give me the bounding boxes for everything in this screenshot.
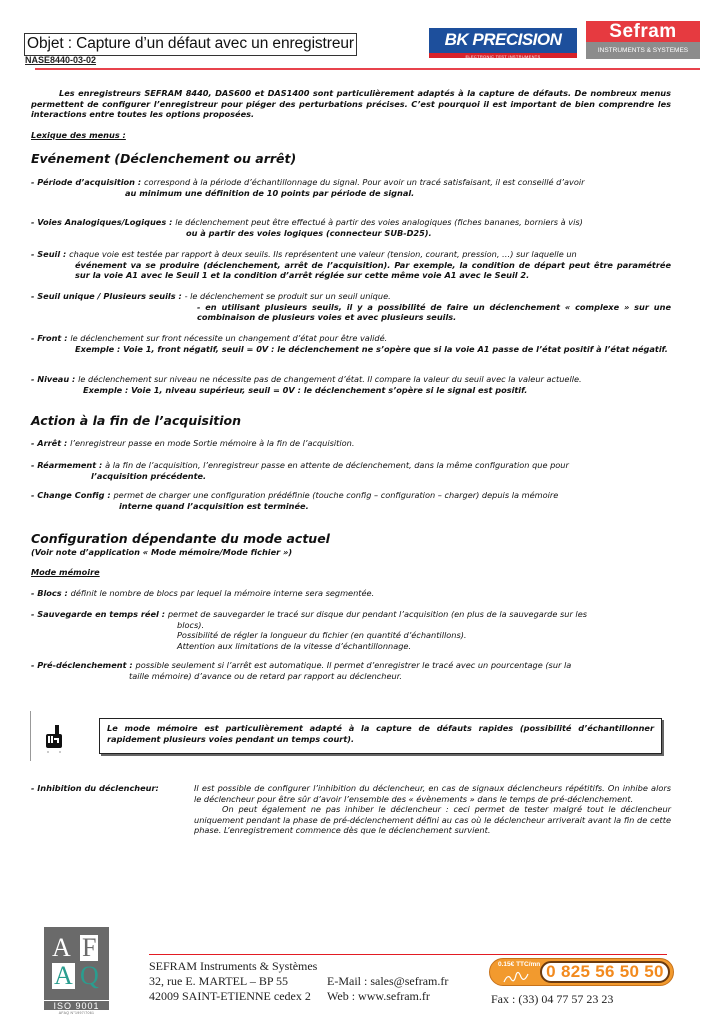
item-front	[31, 333, 671, 354]
item-text-cont: événement va se produire (déclenchement, arrêt de l’acquisition). Par exemple, la condition de départ peut être paramétrée sur la voie A1 avec le Seuil 1 et la condition d’arrêt réglée sur cette même voie A1 avec le Seuil 2.	[75, 259, 671, 280]
sefram-name: Sefram	[586, 21, 700, 42]
item-rearmement	[31, 460, 671, 481]
phone-squiggle-icon	[502, 971, 532, 983]
item-label: - Change Config :	[31, 490, 111, 500]
item-text-cont: Attention aux limitations de la vitesse d’échantillonnage.	[177, 640, 412, 651]
item-periode-acquisition	[31, 177, 671, 198]
iso-label: ISO 9001	[44, 1000, 109, 1010]
item-label: - Période d’acquisition :	[31, 177, 142, 187]
item-text-cont: taille mémoire) d’avance ou de retard par rapport au déclencheur.	[129, 670, 402, 681]
sefram-logo	[586, 21, 700, 59]
bk-precision-logo	[429, 28, 577, 58]
lexique-label: Lexique des menus :	[31, 130, 126, 140]
header-divider	[35, 68, 700, 70]
item-text: définit le nombre de blocs par lequel la mémoire interne sera segmentée.	[70, 588, 375, 598]
item-label: - Front :	[31, 333, 68, 343]
item-text-cont: ou à partir des voies logiques (connecteur SUB-D25).	[186, 227, 432, 238]
afaq-letter: F	[82, 933, 97, 962]
inhibition-paragraph-2: On peut également ne pas inhiber le déclencheur : ceci permet de tester malgré tout le déclencheur uniquement pendant la phase de pré-déclenchement défini au cas où le déclencheur arriverait avant la fin de cette phase. L’enregistrement commence dès que le déclenchement survient.	[194, 804, 671, 835]
item-seuil-unique	[31, 291, 671, 323]
item-blocs	[31, 588, 671, 599]
footer-company: SEFRAM Instruments & Systèmes	[149, 959, 318, 973]
item-text: permet de charger une configuration prédéfinie (touche config – configuration – charger) depuis la mémoire	[113, 490, 559, 500]
intro-paragraph	[31, 88, 671, 120]
section-title-action: Action à la fin de l’acquisition	[31, 413, 242, 428]
mode-memoire-label: Mode mémoire	[31, 567, 100, 577]
phone-badge	[489, 958, 674, 986]
section-title-evenement: Evénement (Déclenchement ou arrêt)	[31, 151, 297, 166]
configuration-subtitle: (Voir note d’application « Mode mémoire/Mode fichier »)	[31, 547, 293, 557]
inhibition-paragraph-1: Il est possible de configurer l’inhibition du déclencheur, en cas de signaux déclencheurs répétitifs. On inhibe alors le déclencheur pour être sûr d’avoir l’ensemble des « évènements » dans le temps de pré-déclenchement.	[194, 783, 671, 804]
item-text: à la fin de l’acquisition, l’enregistreur passe en attente de déclenchement, dans la même configuration que pour	[105, 460, 569, 470]
note-box: Le mode mémoire est particulièrement adapté à la capture de défauts rapides (possibilité d’échantillonner rapidement plusieurs voies pendant un temps court).	[99, 718, 662, 754]
item-text: le déclenchement peut être effectué à partir des voies analogiques (fiches bananes, borniers à vis)	[175, 217, 583, 227]
inhibition-text	[194, 783, 671, 836]
item-text: correspond à la période d’échantillonnage du signal. Pour avoir un tracé satisfaisant, il est conseillé d’avoir	[144, 177, 585, 187]
item-text-cont: interne quand l’acquisition est terminée.	[119, 500, 309, 511]
item-text-cont: Exemple : Voie 1, niveau supérieur, seuil = 0V : le déclenchement s’opère si le signal est positif.	[83, 384, 528, 395]
item-text: - le déclenchement se produit sur un seuil unique.	[184, 291, 391, 301]
item-text: le déclenchement sur niveau ne nécessite pas de changement d’état. Il compare la valeur du seuil avec la valeur actuelle.	[78, 374, 582, 384]
item-pre-declenchement	[31, 660, 671, 681]
item-text: l’enregistreur passe en mode Sortie mémoire à la fin de l’acquisition.	[70, 438, 355, 448]
item-text-cont: - en utilisant plusieurs seuils, il y a possibilité de faire un déclenchement « complexe » sur une combinaison de plusieurs voies et avec plusieurs seuils.	[197, 301, 671, 322]
bk-precision-name: BK PRECISION	[444, 30, 562, 49]
item-label: - Seuil unique / Plusieurs seuils :	[31, 291, 182, 301]
item-text-cont: l’acquisition précédente.	[91, 470, 207, 481]
item-label: - Voies Analogiques/Logiques :	[31, 217, 173, 227]
item-voies	[31, 217, 671, 238]
footer-address-2: 42009 SAINT-ETIENNE cedex 2	[149, 989, 311, 1003]
item-label: - Seuil :	[31, 249, 67, 259]
afaq-iso-logo	[44, 927, 109, 1015]
item-label: - Sauvegarde en temps réel :	[31, 609, 165, 619]
item-sauvegarde	[31, 609, 671, 651]
item-change-config	[31, 490, 671, 511]
item-label: - Inhibition du déclencheur:	[31, 783, 159, 793]
bk-precision-tagline: ELECTRONIC TEST INSTRUMENTS	[465, 54, 541, 59]
document-reference: NASE8440-03-02	[25, 55, 97, 65]
footer-web[interactable]: Web : www.sefram.fr	[327, 989, 430, 1003]
item-seuil	[31, 249, 671, 281]
item-text: permet de sauvegarder le tracé sur disque dur pendant l’acquisition (en plus de la sauvegarde sur les	[167, 609, 588, 619]
pointing-hand-icon	[42, 724, 66, 754]
item-text-cont: blocs).	[177, 619, 205, 630]
footer-divider	[149, 954, 667, 955]
afaq-letter: A	[54, 961, 73, 990]
item-text: chaque voie est testée par rapport à deux seuils. Ils représentent une valeur (tension, courant, pression, …) sur laquelle un	[69, 249, 577, 259]
sefram-tagline: INSTRUMENTS & SYSTEMES	[586, 42, 700, 59]
item-label: - Blocs :	[31, 588, 68, 598]
afaq-letter: A	[52, 933, 71, 962]
item-label: - Arrêt :	[31, 438, 68, 448]
phone-number[interactable]: 0 825 56 50 50	[540, 961, 670, 983]
item-text-cont: Possibilité de régler la longueur du fichier (en quantité d’échantillons).	[177, 630, 467, 640]
item-text-cont: Exemple : Voie 1, front négatif, seuil = 0V : le déclenchement ne s’opère que si la voie A1 passe de l’état positif à l’état négatif.	[75, 343, 668, 354]
item-arret	[31, 438, 671, 449]
item-text-cont: au minimum une définition de 10 points par période de signal.	[125, 187, 415, 198]
item-niveau	[31, 374, 671, 395]
item-label: - Niveau :	[31, 374, 76, 384]
document-title: Objet : Capture d’un défaut avec un enregistreur	[24, 33, 357, 56]
afaq-letter: Q	[80, 961, 99, 990]
section-title-configuration: Configuration dépendante du mode actuel	[31, 531, 330, 546]
footer-address-1: 32, rue E. MARTEL – BP 55	[149, 974, 289, 988]
intro-text: Les enregistreurs SEFRAM 8440, DAS600 et DAS1400 sont particulièrement adaptés à la capture de défauts. De nombreux menus permettent de configurer l’enregistreur pour piéger des perturbations précises. C’est pourquoi il est important de bien comprendre les interactions entre toutes les options proposées.	[31, 88, 671, 119]
footer-fax: Fax : (33) 04 77 57 23 23	[491, 992, 614, 1006]
footer-email[interactable]: E-Mail : sales@sefram.fr	[327, 974, 449, 988]
afaq-logo-box	[44, 927, 109, 1000]
note-margin-bar	[30, 711, 31, 761]
item-text: possible seulement si l’arrêt est automatique. Il permet d’enregistrer le tracé avec un pourcentage (sur la	[135, 660, 572, 670]
afaq-number: AFAQ N°1997/7061	[58, 1011, 95, 1015]
item-label: - Pré-déclenchement :	[31, 660, 133, 670]
item-label: - Réarmement :	[31, 460, 103, 470]
item-text: le déclenchement sur front nécessite un changement d’état pour être validé.	[70, 333, 388, 343]
phone-rate: 0.15€ TTC/mn	[498, 961, 541, 968]
